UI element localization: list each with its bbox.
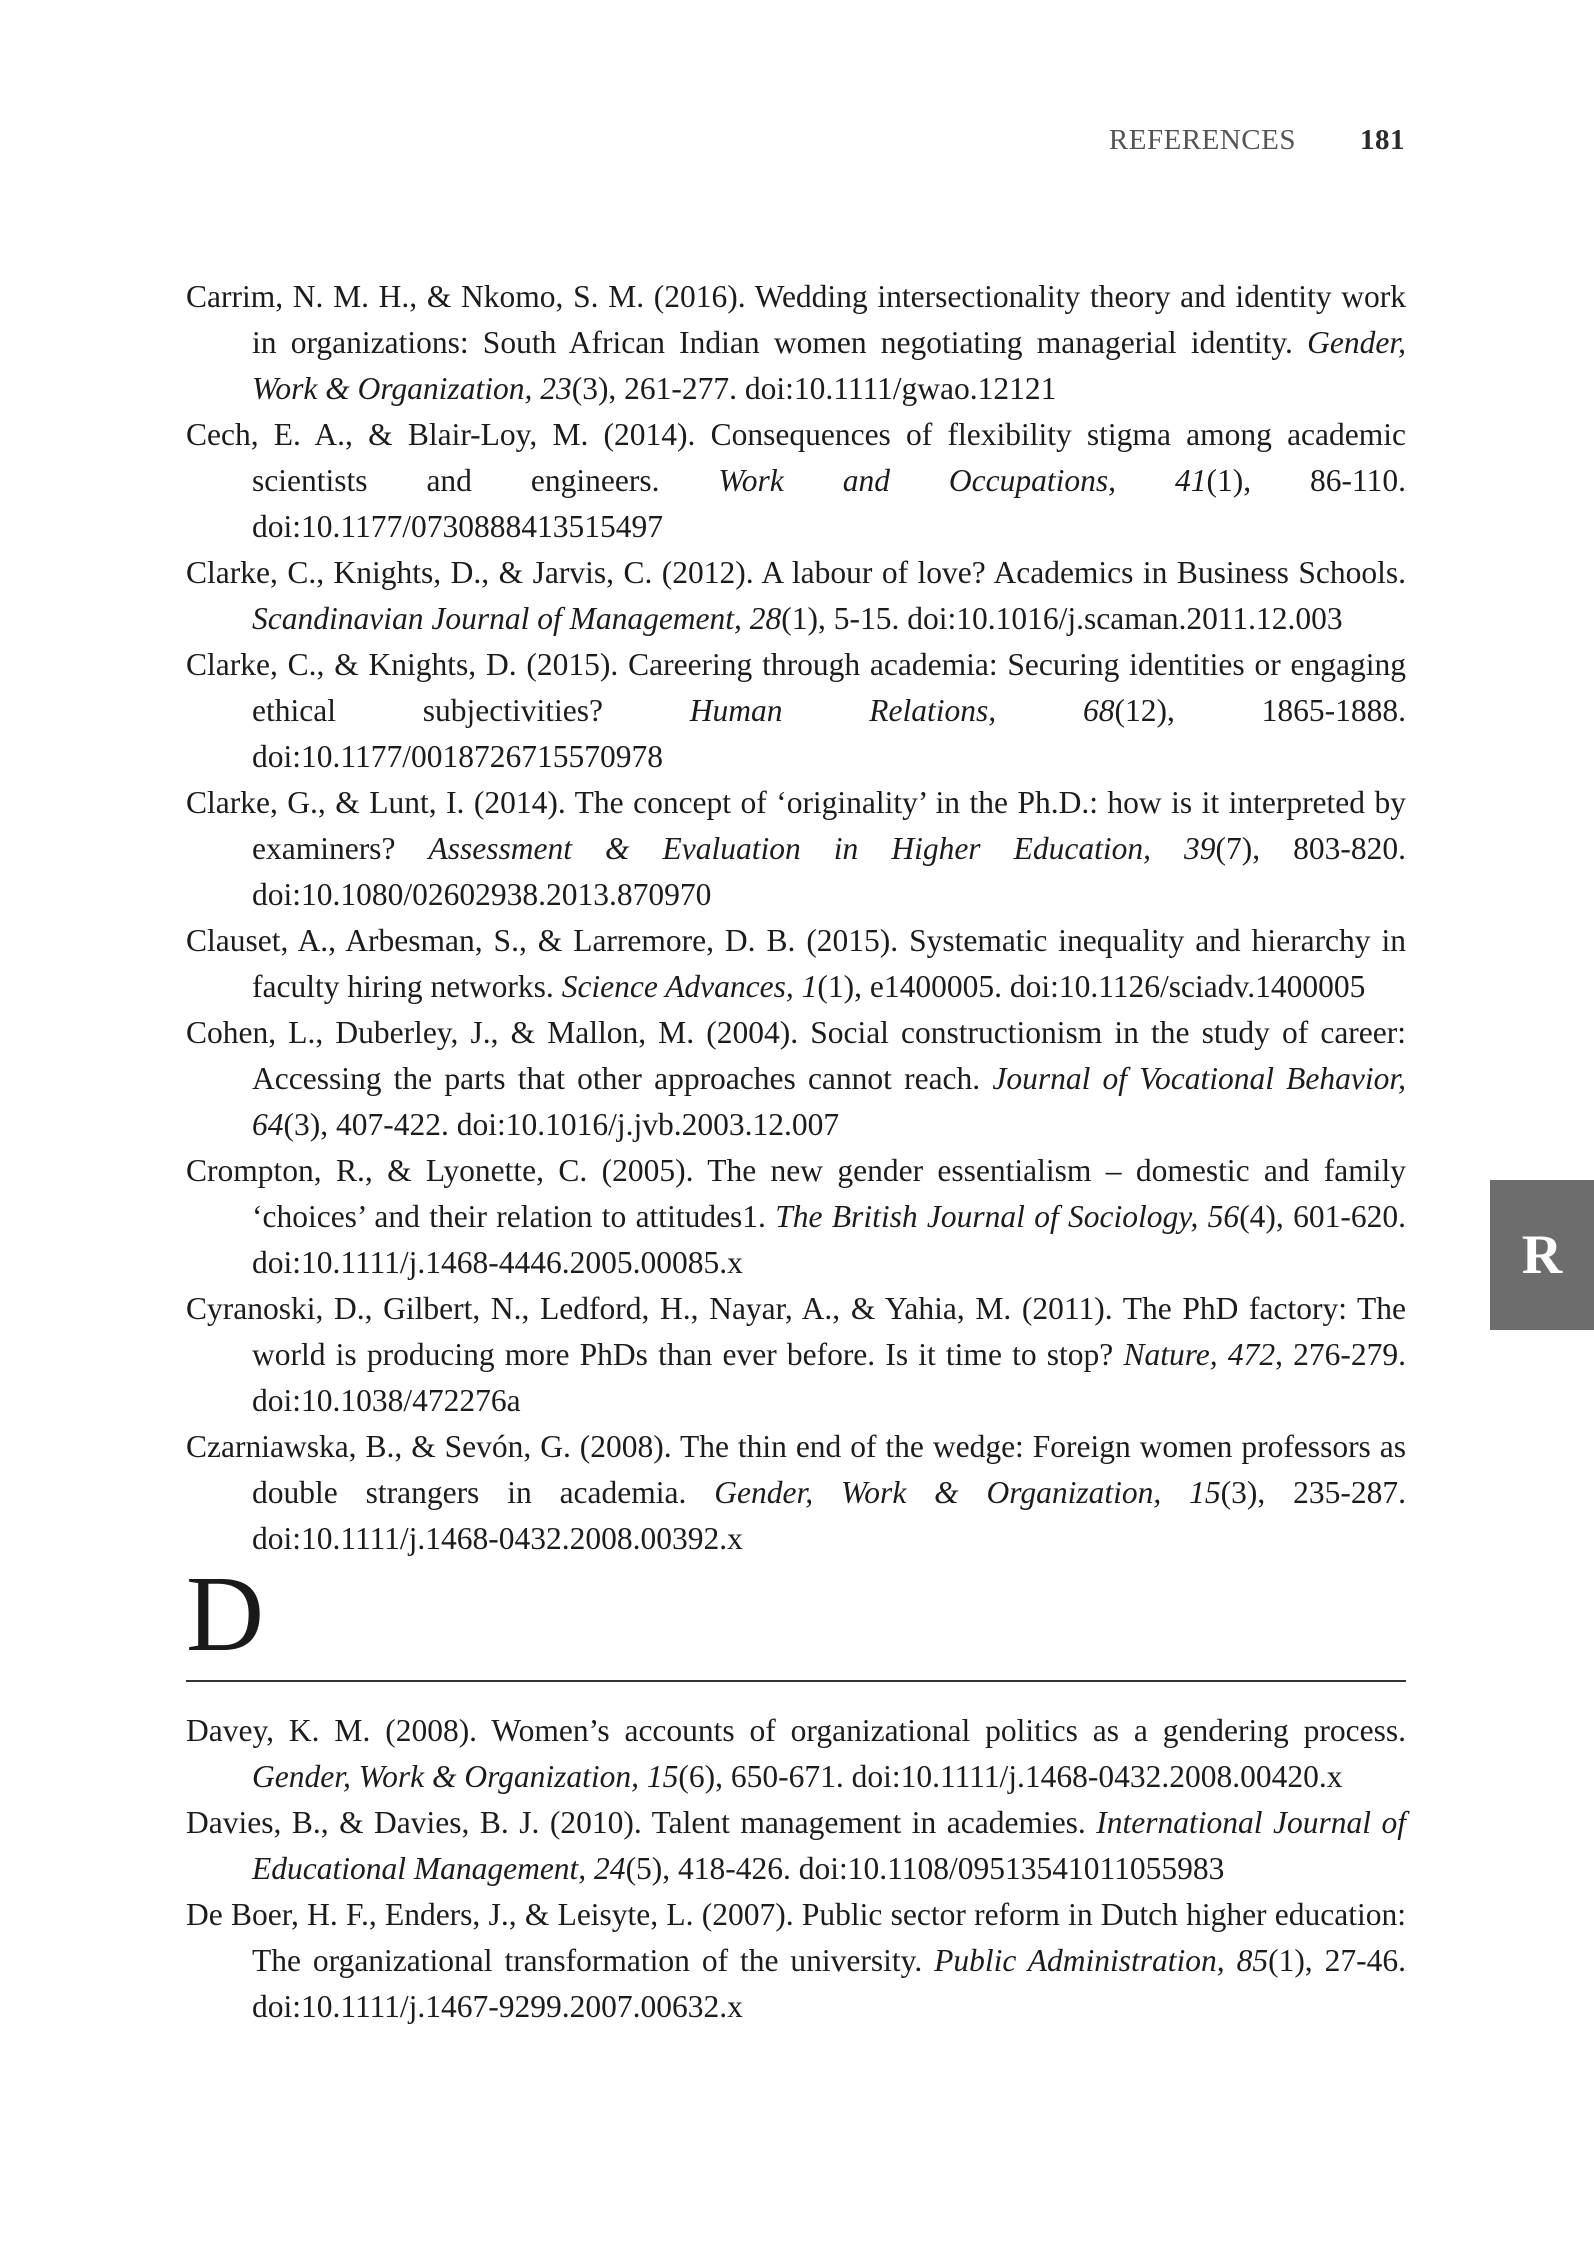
running-header xyxy=(0,124,1405,157)
reference-list-c xyxy=(186,274,1406,1562)
thumb-index-tab xyxy=(1490,1180,1594,1330)
reference-entry: Czarniawska, B., & Sevón, G. (2008). The thin end of the wedge: Foreign women professors as double strangers in academia. Gender, Work & Organization, 15(3), 235-287. doi:10.1111/j.1468-0432.2008.00392.x xyxy=(186,1429,1406,1556)
reference-entry: Davey, K. M. (2008). Women’s accounts of organizational politics as a gendering process. Gender, Work & Organization, 15(6), 650-671. doi:10.1111/j.1468-0432.2008.00420.x xyxy=(186,1713,1406,1794)
page-number: 181 xyxy=(1360,124,1405,156)
reference-entry: Crompton, R., & Lyonette, C. (2005). The new gender essentialism – domestic and family ‘choices’ and their relation to attitudes1. The British Journal of Sociology, 56(4), 601-620. doi:10.1111/j.1468-4446.2005.00085.x xyxy=(186,1153,1406,1280)
reference-entry: Clauset, A., Arbesman, S., & Larremore, D. B. (2015). Systematic inequality and hierarchy in faculty hiring networks. Science Advances, 1(1), e1400005. doi:10.1126/sciadv.1400005 xyxy=(186,923,1406,1004)
reference-entry: Davies, B., & Davies, B. J. (2010). Talent management in academies. International Journal of Educational Management, 24(5), 418-426. doi:10.1108/09513541011055983 xyxy=(186,1805,1406,1886)
running-header-section: REFERENCES xyxy=(1108,124,1296,156)
section-letter-d: D xyxy=(186,1555,264,1674)
reference-entry: De Boer, H. F., Enders, J., & Leisyte, L. (2007). Public sector reform in Dutch higher education: The organizational transformation of the university. Public Administration, 85(1), 27-46. doi:10.1111/j.1467-9299.2007.00632.x xyxy=(186,1897,1406,2024)
reference-entry: Cohen, L., Duberley, J., & Mallon, M. (2004). Social constructionism in the study of career: Accessing the parts that other approaches cannot reach. Journal of Vocational Behavior, 64(3), 407-422. doi:10.1016/j.jvb.2003.12.007 xyxy=(186,1015,1407,1142)
reference-list-d xyxy=(186,1708,1406,2030)
reference-entry: Cech, E. A., & Blair-Loy, M. (2014). Consequences of flexibility stigma among academic scientists and engineers. Work and Occupations, 41(1), 86-110. doi:10.1177/0730888413515497 xyxy=(186,417,1406,544)
reference-entry: Clarke, C., Knights, D., & Jarvis, C. (2012). A labour of love? Academics in Business Schools. Scandinavian Journal of Management, 28(1), 5-15. doi:10.1016/j.scaman.2011.12.003 xyxy=(186,555,1406,636)
reference-entry: Clarke, G., & Lunt, I. (2014). The concept of ‘originality’ in the Ph.D.: how is it interpreted by examiners? Assessment & Evaluation in Higher Education, 39(7), 803-820. doi:10.1080/02602938.2013.870970 xyxy=(186,785,1406,912)
reference-entry: Clarke, C., & Knights, D. (2015). Careering through academia: Securing identities or engaging ethical subjectivities? Human Relations, 68(12), 1865-1888. doi:10.1177/0018726715570978 xyxy=(186,647,1407,774)
section-divider xyxy=(186,1680,1406,1682)
reference-entry: Carrim, N. M. H., & Nkomo, S. M. (2016). Wedding intersectionality theory and identity work in organizations: South African Indian women negotiating managerial identity. Gender, Work & Organization, 23(3), 261-277. doi:10.1111/gwao.12121 xyxy=(186,279,1406,406)
reference-entry: Cyranoski, D., Gilbert, N., Ledford, H., Nayar, A., & Yahia, M. (2011). The PhD factory: The world is producing more PhDs than ever before. Is it time to stop? Nature, 472, 276-279. doi:10.1038/472276a xyxy=(186,1291,1406,1418)
thumb-index-letter: R xyxy=(1521,1224,1563,1286)
